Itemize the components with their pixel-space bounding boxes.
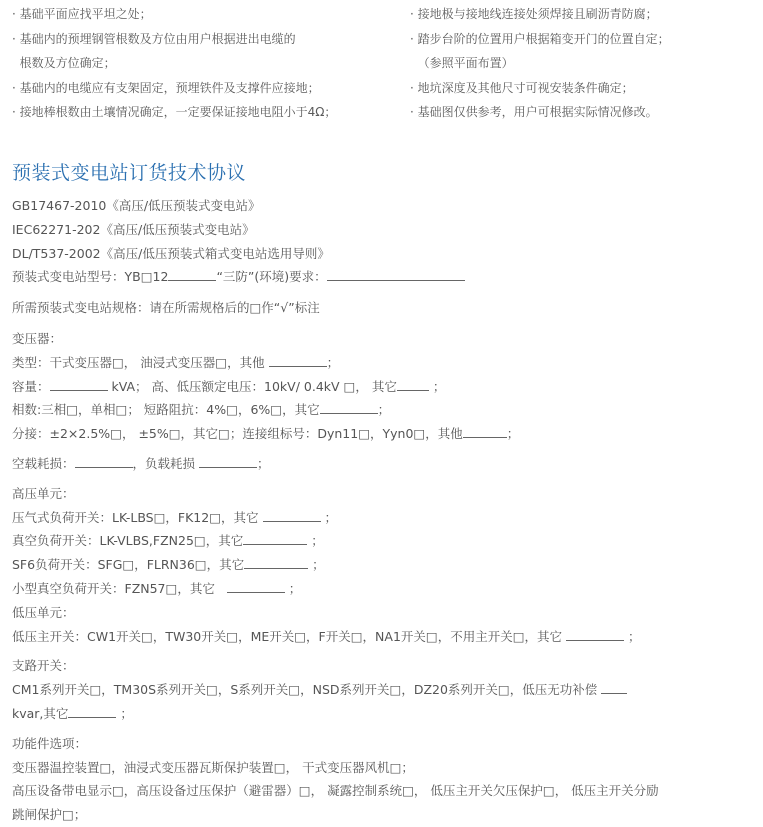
standard-line: IEC62271-202《高压/低压预装式变电站》 [12, 221, 255, 237]
hv-sf6-blank[interactable] [244, 556, 308, 569]
hv-small-vacuum-line [12, 577, 757, 601]
phase-text: 相数:三相□，单相□； 短路阻抗：4%□，6%□，其它 [12, 402, 320, 418]
model-blank[interactable] [168, 268, 216, 281]
section-heading-hv: 高压单元： [12, 485, 75, 501]
branch-kvar-line [12, 702, 757, 726]
standard-line: DL/T537-2002《高压/低压预装式箱式变电站选用导则》 [12, 245, 330, 261]
line-end: ； [326, 354, 340, 370]
transformer-loss-line [12, 452, 757, 476]
hv-pneumatic-blank[interactable] [263, 509, 321, 522]
transformer-type-line [12, 351, 757, 375]
voltage-other-blank[interactable] [397, 378, 429, 391]
section-heading-lv: 低压单元： [12, 604, 75, 620]
page-title: 预装式变电站订货技术协议 [12, 162, 247, 184]
options-line: 高压设备带电显示□，高压设备过压保护（避雷器）□， 凝露控制系统□， 低压主开关欠压保护□， 低压主开关分励 [12, 783, 659, 799]
spec-intro: 所需预装式变电站规格：请在所需规格后的□作“√”标注 [12, 300, 320, 316]
load-loss-blank[interactable] [199, 455, 257, 468]
transformer-type-text: 类型：干式变压器□， 油浸式变压器□，其他 [12, 354, 265, 370]
impedance-other-blank[interactable] [320, 401, 378, 414]
environment-label: “三防”(环境)要求： [216, 269, 327, 285]
capacity-label: 容量： [12, 378, 50, 394]
branch-switch-line [12, 678, 757, 702]
note-item: · 踏步台阶的位置用户根据箱变开门的位置自定； [410, 31, 670, 46]
hv-vacuum-line [12, 529, 757, 553]
order-agreement-body [12, 194, 757, 827]
hv-sf6-text: SF6负荷开关：SFG□，FLRN36□，其它 [12, 557, 245, 573]
branch-other-blank[interactable] [68, 705, 116, 718]
branch-switch-text: CM1系列开关□，TM30S系列开关□，S系列开关□，NSD系列开关□，DZ20系列开关□，低压无功补偿 [12, 682, 598, 698]
hv-vacuum-text: 真空负荷开关：LK-VLBS,FZN25□，其它 [12, 533, 244, 549]
note-item: · 接地棒根数由土壤情况确定，一定要保证接地电阻小于4Ω； [12, 105, 337, 119]
section-heading-transformer: 变压器： [12, 330, 63, 346]
hv-pneumatic-line [12, 506, 757, 530]
hv-small-vacuum-blank[interactable] [227, 580, 285, 593]
line-end: ； [312, 557, 325, 573]
line-end: ； [628, 628, 641, 644]
transformer-type-blank[interactable] [269, 354, 327, 367]
line-end: ； [324, 509, 338, 525]
note-item: · 基础内的预埋钢管根数及方位由用户根据进出电缆的 [12, 31, 296, 46]
note-item: 根数及方位确定； [12, 56, 116, 70]
model-line [12, 265, 757, 289]
line-end: ； [432, 378, 446, 394]
load-loss-label: ，负载耗损 [132, 455, 196, 471]
lv-main-switch-blank[interactable] [566, 628, 624, 641]
line-end: ； [288, 580, 302, 596]
tap-text: 分接：±2×2.5%□， ±5%□，其它□；连接组标号：Dyn11□，Yyn0□，其他 [12, 426, 463, 442]
lv-main-switch-line [12, 625, 757, 649]
notes-right-column [410, 2, 760, 125]
line-end: ； [120, 705, 133, 721]
options-line: 变压器温控装置□，油浸式变压器瓦斯保护装置□， 干式变压器风机□； [12, 759, 414, 775]
hv-small-vacuum-text: 小型真空负荷开关：FZN57□，其它 [12, 580, 215, 596]
no-load-loss-label: 空载耗损： [12, 455, 75, 471]
hv-sf6-line [12, 553, 757, 577]
standard-line: GB17467-2010《高压/低压预装式变电站》 [12, 198, 261, 213]
transformer-phase-line [12, 398, 757, 422]
capacity-blank[interactable] [50, 378, 108, 391]
note-item: · 基础图仅供参考，用户可根据实际情况修改。 [410, 105, 658, 119]
line-end: ； [506, 426, 520, 442]
section-heading-branch: 支路开关： [12, 658, 75, 674]
note-item: · 接地极与接地线连接处须焊接且刷沥青防腐； [410, 7, 658, 21]
line-end: ； [311, 533, 324, 549]
transformer-tap-line [12, 422, 757, 446]
line-end: ； [257, 455, 270, 471]
notes-left-column [12, 2, 402, 125]
transformer-capacity-line [12, 375, 757, 399]
capacity-text: kVA； 高、低压额定电压：10kV/ 0.4kV □， 其它 [111, 378, 397, 394]
note-item: · 基础内的电缆应有支架固定，预埋铁件及支撑件应接地； [12, 80, 320, 95]
kvar-other-label: kvar,其它 [12, 705, 69, 721]
compensation-blank[interactable] [601, 681, 627, 694]
no-load-loss-blank[interactable] [75, 455, 133, 468]
note-item: （参照平面布置） [410, 56, 514, 70]
vector-group-other-blank[interactable] [463, 425, 507, 438]
note-item: · 基础平面应找平坦之处； [12, 7, 152, 21]
options-line: 跳闸保护□； [12, 807, 87, 823]
model-prefix: 预装式变电站型号：YB□12 [12, 269, 169, 285]
section-heading-options: 功能件选项： [12, 735, 88, 751]
note-item: · 地坑深度及其他尺寸可视安装条件确定； [410, 80, 634, 95]
line-end: ； [377, 402, 391, 418]
environment-blank[interactable] [327, 268, 465, 281]
hv-pneumatic-text: 压气式负荷开关：LK-LBS□，FK12□，其它 [12, 509, 259, 525]
hv-vacuum-blank[interactable] [243, 532, 307, 545]
lv-main-switch-text: 低压主开关：CW1开关□，TW30开关□，ME开关□，F开关□，NA1开关□，不用主开关□，其它 [12, 628, 563, 644]
